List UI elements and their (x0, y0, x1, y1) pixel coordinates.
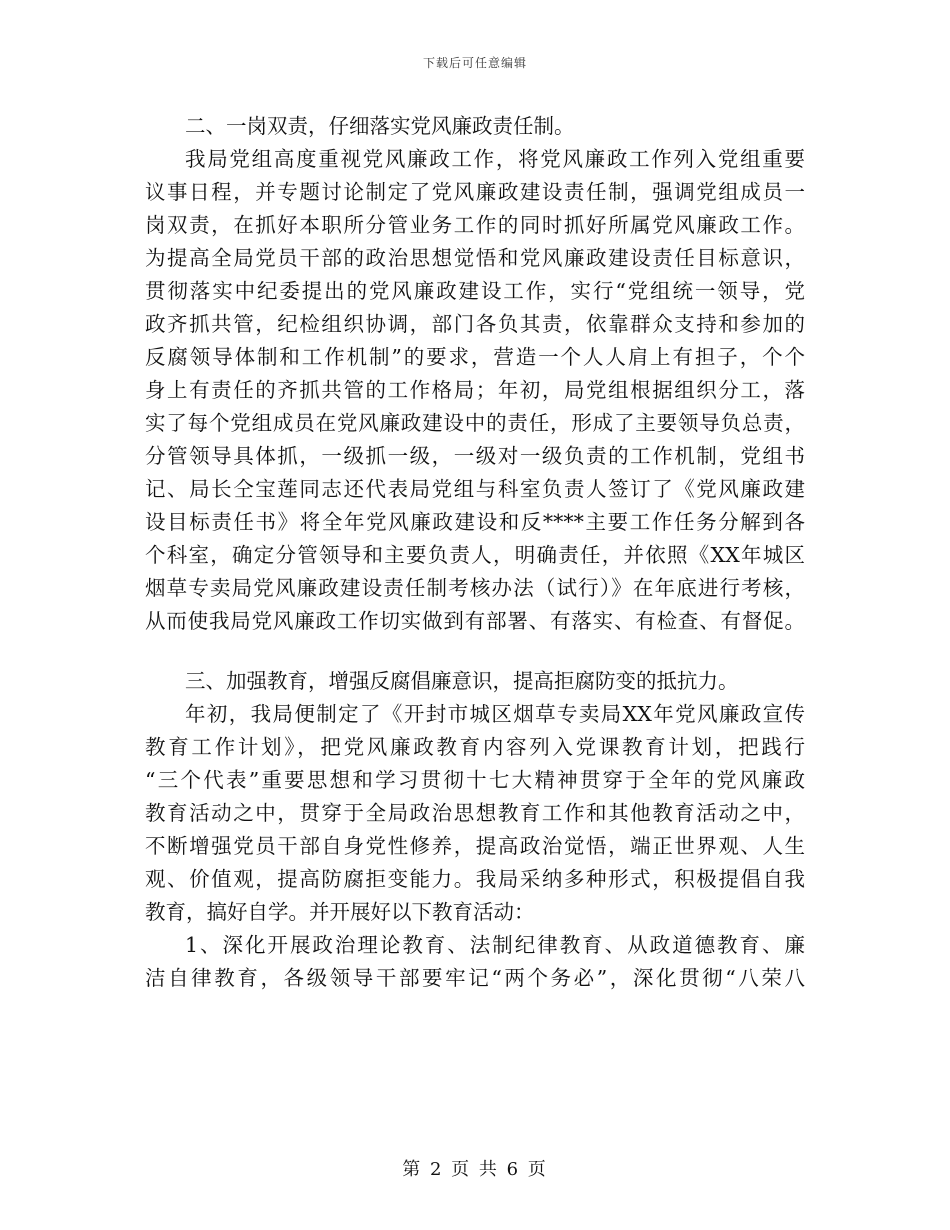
paragraph-line: 岗双责，在抓好本职所分管业务工作的同时抓好所属党风廉政工作。 (145, 213, 805, 237)
paragraph-line: 政齐抓共管，纪检组织协调，部门各负其责，依靠群众支持和参加的 (145, 312, 805, 336)
paragraph-line: 反腐领导体制和工作机制”的要求，营造一个人人肩上有担子，个个 (145, 345, 805, 369)
paragraph-line: 我局党组高度重视党风廉政工作，将党风廉政工作列入党组重要 (185, 147, 805, 171)
page-header: 下载后可任意编辑 (422, 56, 527, 70)
paragraph-line: 分管领导具体抓，一级抓一级，一级对一级负责的工作机制，党组书 (145, 444, 805, 468)
paragraph-line: “三个代表”重要思想和学习贯彻十七大精神贯穿于全年的党风廉政 (145, 768, 805, 792)
paragraph-line: 教育工作计划》，把党风廉政教育内容列入党课教育计划，把践行 (145, 735, 805, 759)
document-body (145, 110, 805, 995)
section-heading: 三、加强教育，增强反腐倡廉意识，提高拒腐防变的抵抗力。 (185, 669, 739, 693)
paragraph-line: 贯彻落实中纪委提出的党风廉政建设工作，实行“党组统一领导，党 (145, 279, 805, 303)
paragraph-line: 个科室，确定分管领导和主要负责人，明确责任，并依照《XX年城区 (145, 543, 805, 567)
paragraph-line: 年初，我局便制定了《开封市城区烟草专卖局XX年党风廉政宣传 (185, 702, 805, 726)
section-gap (145, 638, 805, 665)
section-heading: 二、一岗双责，仔细落实党风廉政责任制。 (185, 114, 575, 138)
paragraph-line: 记、局长仝宝莲同志还代表局党组与科室负责人签订了《党风廉政建 (145, 477, 805, 501)
paragraph-line: 实了每个党组成员在党风廉政建设中的责任，形成了主要领导负总责， (145, 411, 805, 435)
paragraph-line: 议事日程，并专题讨论制定了党风廉政建设责任制，强调党组成员一 (145, 180, 805, 204)
paragraph-line: 1、深化开展政治理论教育、法制纪律教育、从政道德教育、廉 (185, 933, 805, 957)
paragraph-line: 身上有责任的齐抓共管的工作格局；年初，局党组根据组织分工，落 (145, 378, 805, 402)
paragraph-line: 设目标责任书》将全年党风廉政建设和反****主要工作任务分解到各 (145, 510, 805, 534)
page-footer: 第 2 页 共 6 页 (402, 1159, 548, 1180)
paragraph-line: 烟草专卖局党风廉政建设责任制考核办法（试行）》在年底进行考核， (145, 576, 805, 600)
paragraph-line: 从而使我局党风廉政工作切实做到有部署、有落实、有检查、有督促。 (145, 609, 805, 633)
paragraph-line: 观、价值观，提高防腐拒变能力。我局采纳多种形式，积极提倡自我 (145, 867, 805, 891)
paragraph-line: 教育活动之中，贯穿于全局政治思想教育工作和其他教育活动之中， (145, 801, 805, 825)
paragraph-line: 不断增强党员干部自身党性修养，提高政治觉悟，端正世界观、人生 (145, 834, 805, 858)
paragraph-line: 教育，搞好自学。并开展好以下教育活动： (145, 900, 535, 924)
paragraph-line: 为提高全局党员干部的政治思想觉悟和党风廉政建设责任目标意识， (145, 246, 805, 270)
paragraph-line: 洁自律教育，各级领导干部要牢记“两个务必”，深化贯彻“八荣八 (145, 966, 805, 990)
